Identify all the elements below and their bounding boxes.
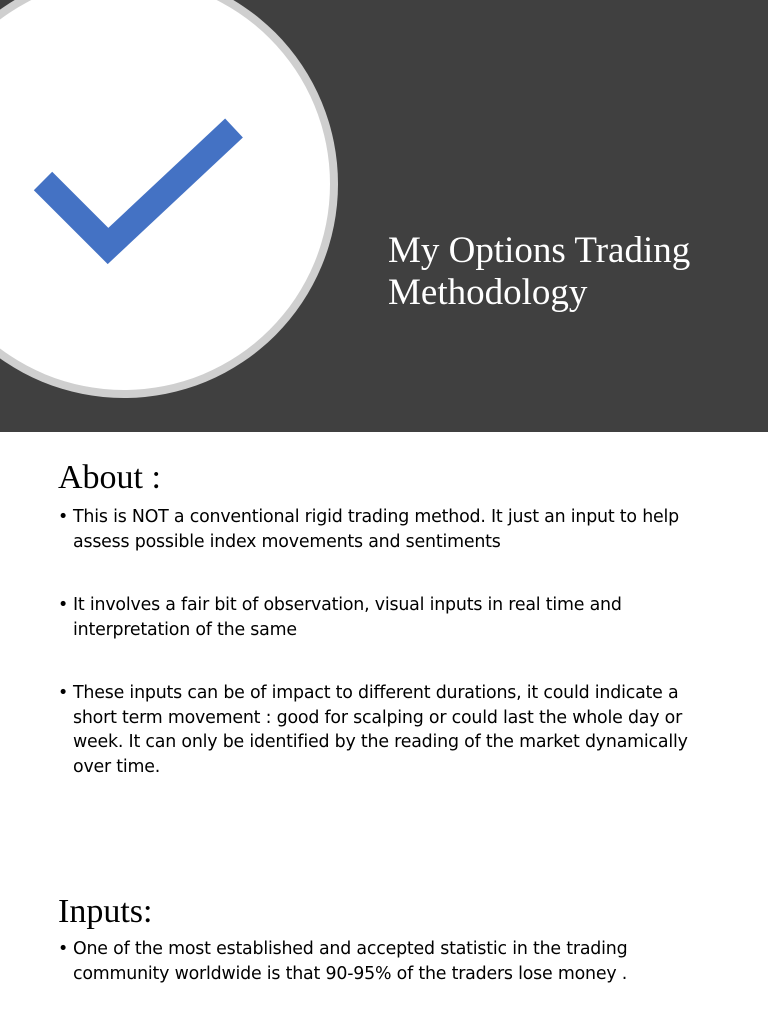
bullet-text: One of the most established and accepted statistic in the trading community worldwide is that 90-95% of the traders lose money . bbox=[73, 939, 628, 984]
bullet-marker: • bbox=[58, 595, 69, 615]
list-item bbox=[58, 505, 708, 554]
about-heading: About : bbox=[58, 459, 161, 496]
list-item bbox=[58, 593, 708, 642]
bullet-text: It involves a fair bit of observation, visual inputs in real time and interpretation of the same bbox=[73, 595, 622, 640]
bullet-text: These inputs can be of impact to different durations, it could indicate a short term movement : good for scalping or could last the whole day or week. It can only be identified by the reading of the market dynamically over time. bbox=[73, 683, 688, 777]
checkmark-icon bbox=[0, 0, 768, 432]
bullet-text: This is NOT a conventional rigid trading method. It just an input to help assess possible index movements and sentiments bbox=[73, 507, 679, 552]
slide-title: My Options Trading Methodology bbox=[388, 230, 691, 313]
inputs-bullet-list bbox=[58, 937, 708, 986]
about-bullet-list bbox=[58, 505, 708, 779]
list-item bbox=[58, 681, 708, 779]
list-item bbox=[58, 937, 708, 986]
bullet-marker: • bbox=[58, 683, 69, 703]
bullet-marker: • bbox=[58, 939, 69, 959]
bullet-marker: • bbox=[58, 507, 69, 527]
inputs-heading: Inputs: bbox=[58, 893, 153, 930]
title-banner bbox=[0, 0, 768, 432]
